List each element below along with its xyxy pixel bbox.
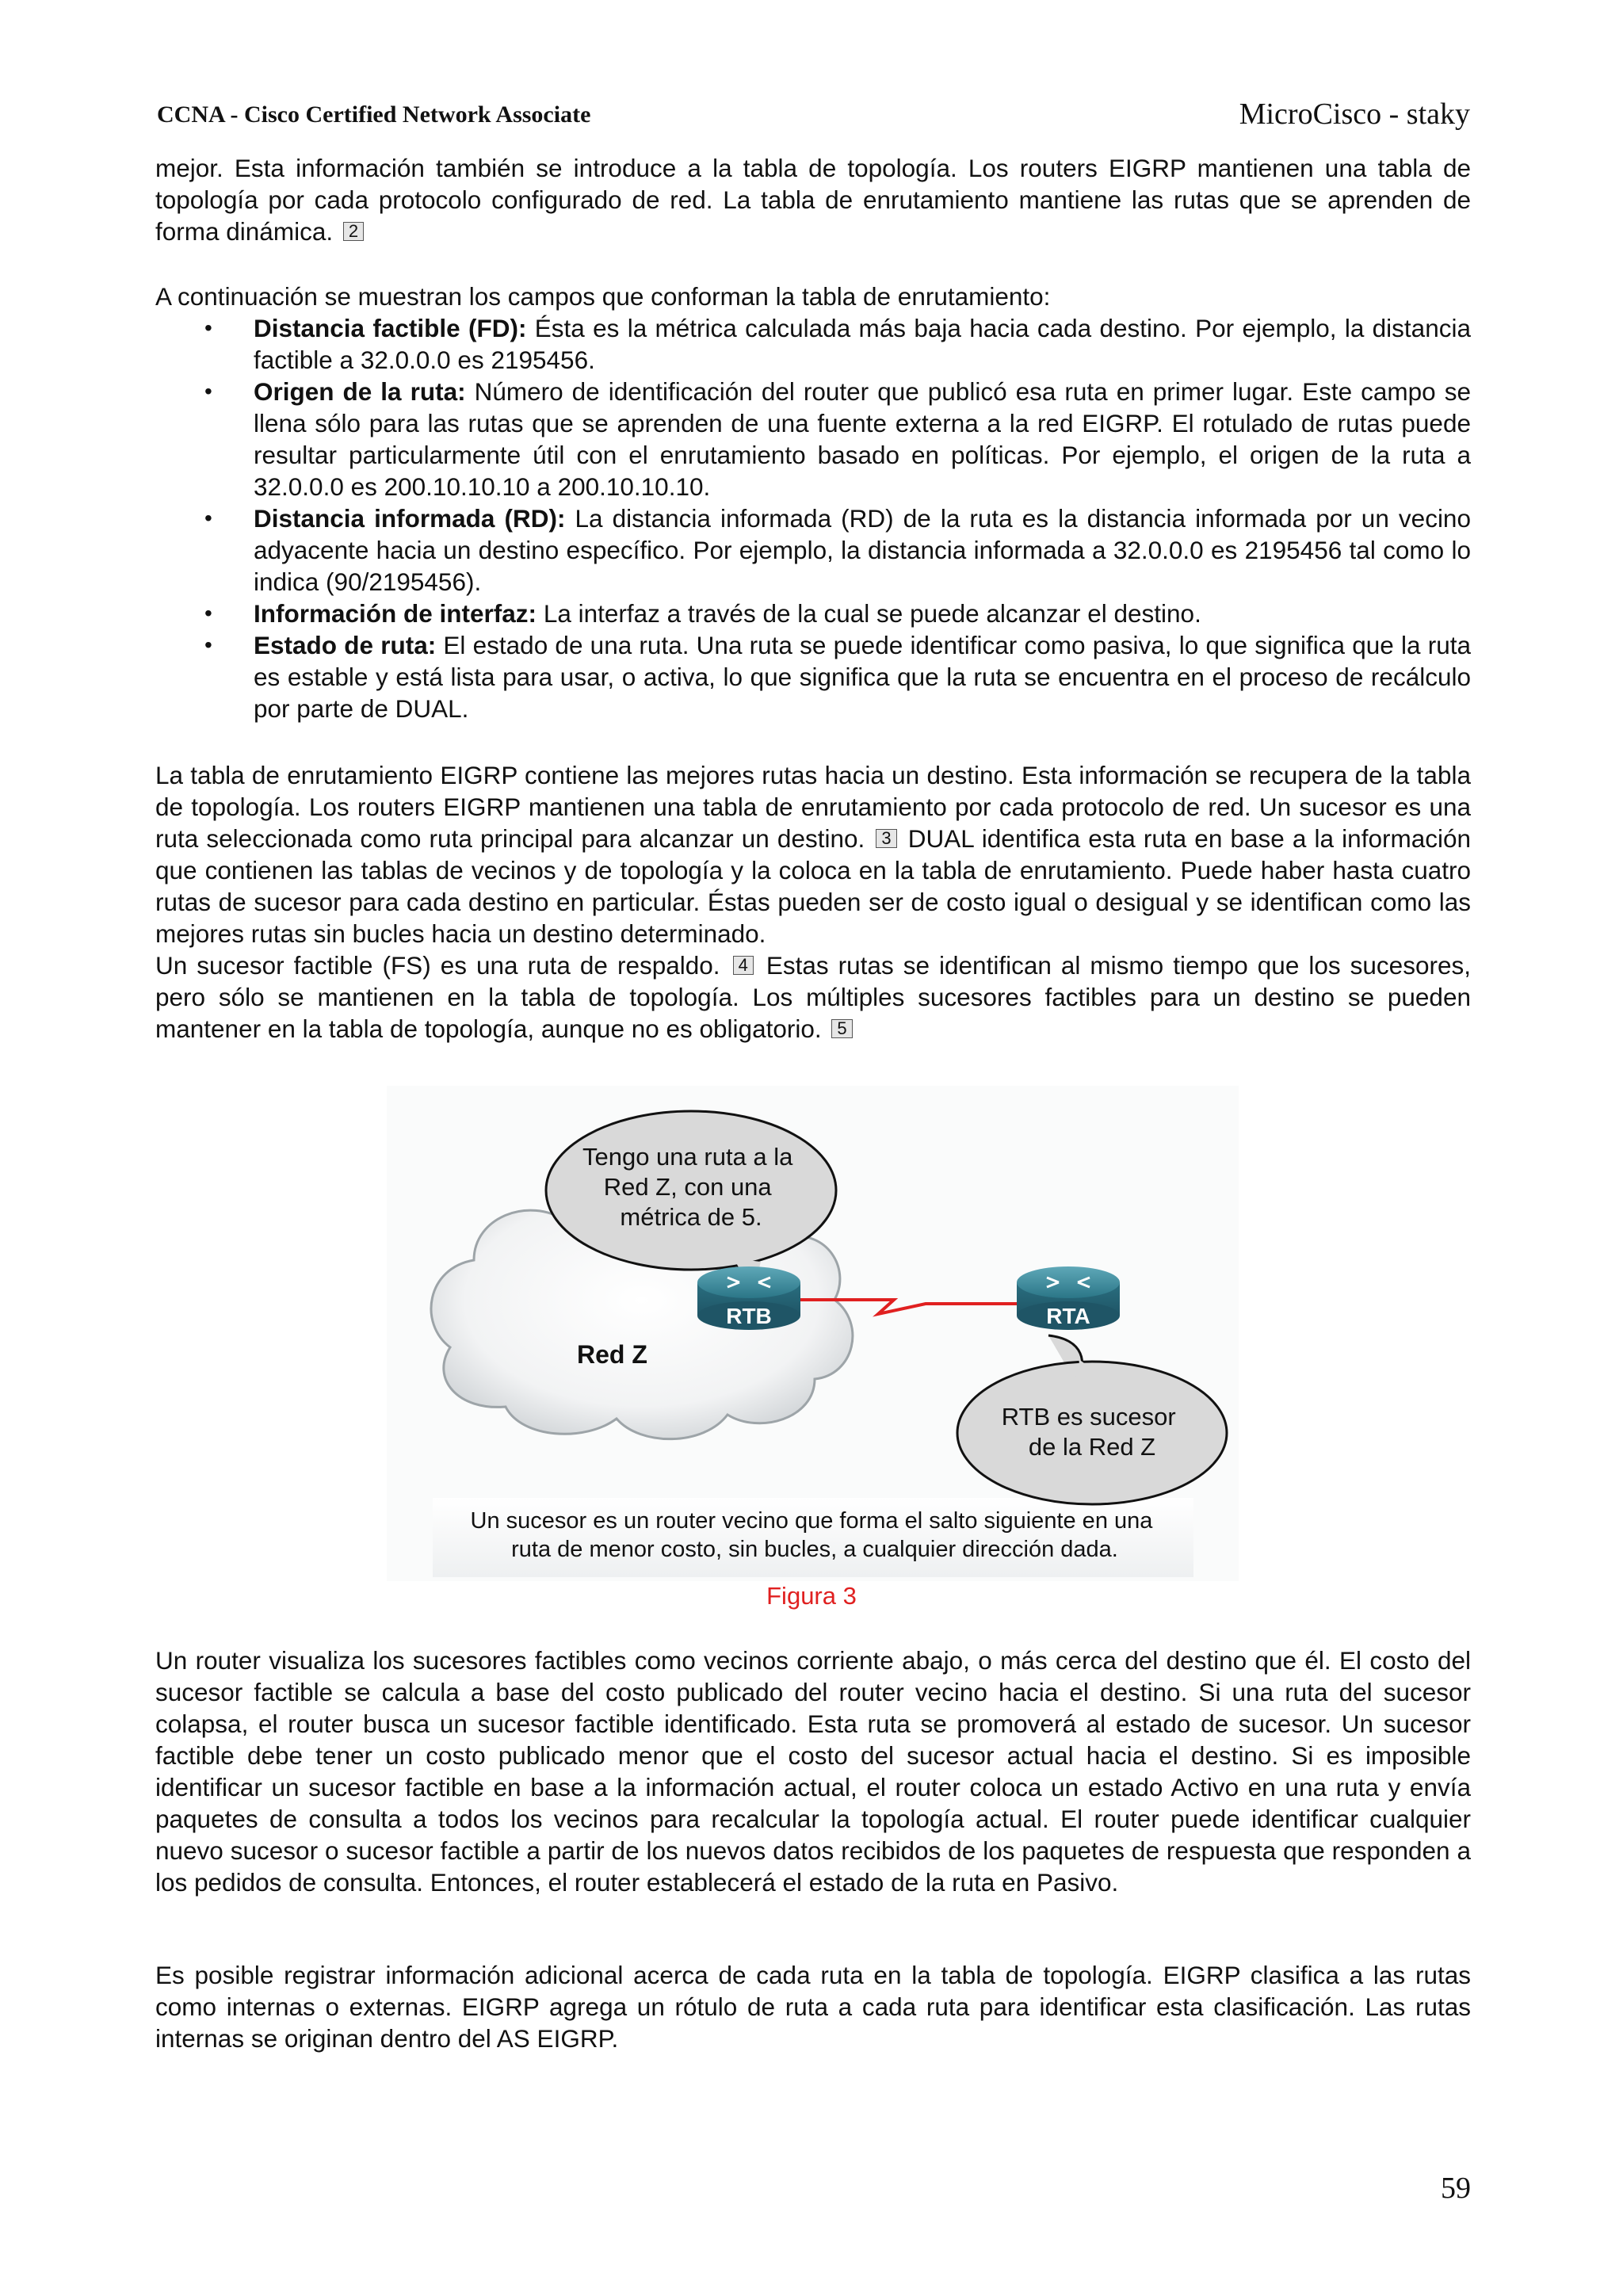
paragraph-5 [155,1645,1471,1898]
paragraph-2 [155,281,1471,312]
list-item-text: El estado de una ruta. Una ruta se puede identificar como pasiva, lo que significa que la ruta es estable y está lista para usar, o activa, lo que significa que la ruta se encuentra en el proceso de recálculo por parte de DUAL. [254,631,1471,723]
list-item-term: Distancia factible (FD): [254,314,527,342]
reference-marker[interactable]: 2 [343,222,364,241]
list-item-text: Ésta es la métrica calculada más baja hacia cada destino. Por ejemplo, la distancia factible a 32.0.0.0 es 2195456. [254,314,1471,374]
paragraph-text: Estas rutas se identifican al mismo tiempo que los sucesores, pero sólo se mantienen en la tabla de topología. Los múltiples sucesores factibles para un destino se pueden mantener en la tabla de topología, aunque no es obligatorio. [155,951,1471,1043]
list-item-term: Distancia informada (RD): [254,504,566,533]
bubble-line: Red Z, con una [603,1173,772,1201]
figure-3-diagram [387,1086,1239,1581]
paragraph-text: Es posible registrar información adicional acerca de cada ruta en la tabla de topología. EIGRP clasifica a las rutas como internas o externas. EIGRP agrega un rótulo de ruta a cada ruta para identificar esta clasificación. Las rutas internas se originan dentro del AS EIGRP. [155,1961,1471,2053]
paragraph-3 [155,759,1471,1045]
cloud-label: Red Z [577,1340,647,1369]
router-label-rta: RTA [1046,1304,1090,1328]
paragraph-text: DUAL identifica esta ruta en base a la información que contienen las tablas de vecinos y de topología y la coloca en la tabla de enrutamiento. Puede haber hasta cuatro rutas de sucesor para cada destino en particular. Éstas pueden ser de costo igual o desigual y se identifican como las mejores rutas sin bucles hacia un destino determinado. [155,824,1472,948]
router-label-rtb: RTB [726,1304,772,1328]
reference-marker[interactable]: 3 [876,829,896,848]
routing-table-fields-list [155,312,1471,724]
list-item [155,598,1471,629]
paragraph-text: La tabla de enrutamiento EIGRP contiene las mejores rutas hacia un destino. Esta información se recupera de la tabla de topología. Los routers EIGRP mantienen una tabla de enrutamiento por cada protocolo de red. Un sucesor es una ruta seleccionada como ruta principal para alcanzar un destino. [155,761,1471,853]
list-item [155,312,1471,376]
bullet-icon: • [204,632,212,657]
bullet-icon: • [204,315,212,340]
paragraph-text: mejor. Esta información también se introduce a la tabla de topología. Los routers EIGRP mantienen una tabla de topología por cada protocolo configurado de red. La tabla de enrutamiento mantiene las rutas que se aprenden de forma dinámica. [155,154,1471,246]
bubble-line: Tengo una ruta a la [582,1143,793,1171]
paragraph-text: A continuación se muestran los campos que conforman la tabla de enrutamiento: [155,282,1051,311]
bubble-line: RTB es sucesor [1001,1403,1176,1431]
list-item-text: Número de identificación del router que publicó esa ruta en primer lugar. Este campo se llena sólo para las rutas que se aprenden de una fuente externa a la red EIGRP. El rotulado de rutas puede resultar particularmente útil con el enrutamiento basado en políticas. Por ejemplo, el origen de la ruta a 32.0.0.0 es 200.10.10.10 a 200.10.10.10. [254,377,1471,501]
list-item-term: Información de interfaz: [254,599,537,628]
bullet-icon: • [204,601,212,625]
list-item [155,629,1471,724]
list-item-term: Origen de la ruta: [254,377,466,406]
reference-marker[interactable]: 5 [831,1019,852,1038]
caption-line: Un sucesor es un router vecino que forma el salto siguiente en una [470,1508,1153,1534]
bullet-icon: • [204,379,212,403]
list-item [155,376,1471,502]
figure-label: Figura 3 [766,1582,857,1610]
paragraph-6 [155,1959,1471,2054]
list-item-text: La interfaz a través de la cual se puede alcanzar el destino. [543,599,1201,628]
bullet-icon: • [204,506,212,530]
bubble-line: de la Red Z [1028,1433,1156,1461]
header-author: MicroCisco - staky [1239,97,1470,131]
list-item-term: Estado de ruta: [254,631,437,659]
header-title: CCNA - Cisco Certified Network Associate [157,101,591,128]
eigrp-successor-diagram [387,1086,1239,1581]
paragraph-text: Un router visualiza los sucesores factibles como vecinos corriente abajo, o más cerca del destino que él. El costo del sucesor factible se calcula a base del costo publicado del router vecino hacia el destino. Si una ruta del sucesor colapsa, el router busca un sucesor factible identificado. Esta ruta se promoverá al estado de sucesor. Un sucesor factible debe tener un costo publicado menor que el costo del sucesor actual hacia el destino. Si es imposible identificar un sucesor factible en base a la información actual, el router coloca un estado Activo en una ruta y envía paquetes de consulta a todos los vecinos para recalcular la topología actual. El router puede identificar cualquier nuevo sucesor o sucesor factible a partir de los nuevos datos recibidos de los paquetes de respuesta que responden a los pedidos de consulta. Entonces, el router establecerá el estado de la ruta en Pasivo. [155,1646,1471,1897]
page-number: 59 [1441,2172,1471,2205]
caption-line: ruta de menor costo, sin bucles, a cualquier dirección dada. [511,1537,1118,1562]
reference-marker[interactable]: 4 [733,956,754,975]
paragraph-1 [155,152,1471,247]
paragraph-text: Un sucesor factible (FS) es una ruta de respaldo. [155,951,720,980]
list-item-text: La distancia informada (RD) de la ruta es la distancia informada por un vecino adyacente hacia un destino específico. Por ejemplo, la distancia informada a 32.0.0.0 es 2195456 tal como lo indica (90/2195456). [254,504,1471,596]
list-item [155,502,1471,598]
bubble-line: métrica de 5. [620,1203,762,1231]
